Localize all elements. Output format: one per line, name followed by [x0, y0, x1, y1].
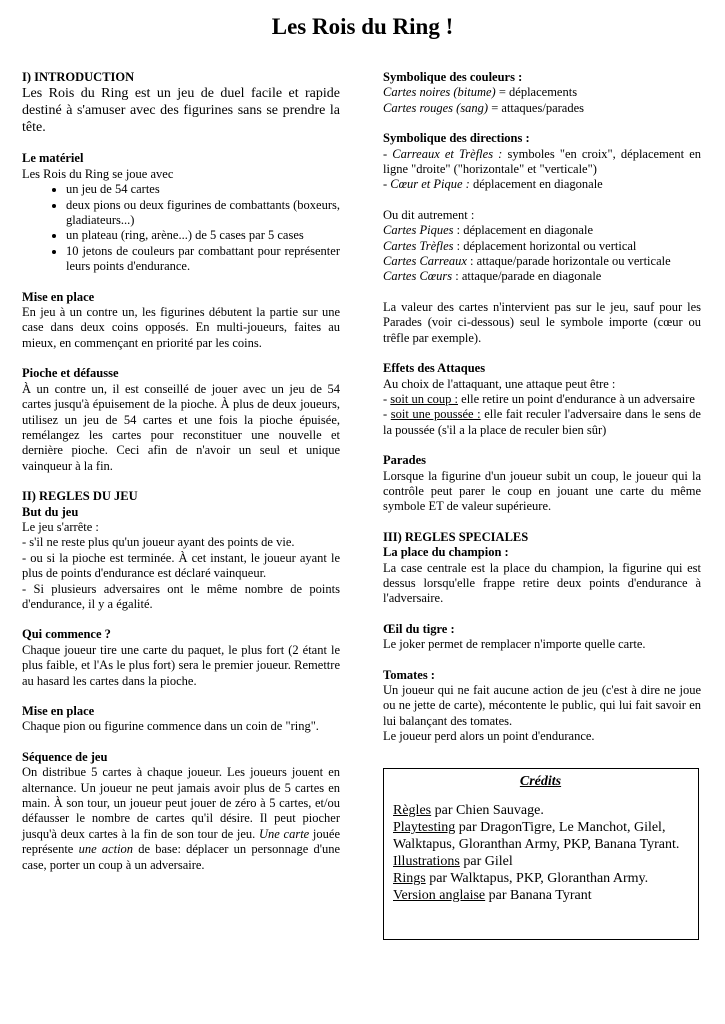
credits-row [393, 870, 688, 887]
couleurs-row [383, 101, 701, 116]
credits-term: Version anglaise [393, 888, 486, 903]
tigre-heading: Œil du tigre : [383, 621, 455, 636]
effets-lead: Au choix de l'attaquant, une attaque peut être : [383, 376, 616, 391]
qui-commence-heading: Qui commence ? [22, 627, 111, 642]
introduction-text: Les Rois du Ring est un jeu de duel facile et rapide destiné à s'amuser avec des figurines sans se prendre la tête. [22, 86, 340, 136]
credits-term: Illustrations [393, 854, 460, 869]
autrement-desc: : déplacement horizontal ou vertical [453, 238, 637, 253]
directions-row [383, 177, 701, 192]
credits-row [393, 819, 688, 853]
regles-line: - s'il ne reste plus qu'un joueur ayant des points de vie. [22, 535, 295, 550]
valeur-text: La valeur des cartes n'intervient pas sur le jeu, sauf pour les Parades (voir ci-dessous) seul le symbole importe (cœur ou trêfle par exemple). [383, 299, 701, 345]
credits-desc: par DragonTigre, Le Manchot, Gilel, Walktapus, Gloranthan Army, PKP, Banana Tyrant. [393, 820, 680, 852]
sequence-text [22, 765, 340, 873]
couleurs-heading: Symbolique des couleurs : [383, 70, 523, 84]
directions-term: Carreaux et Trèfles : [392, 146, 503, 161]
tomates-section [383, 668, 701, 745]
autrement-row [383, 254, 701, 269]
mise-en-place-2-section [22, 704, 340, 735]
autrement-desc: : déplacement en diagonale [453, 223, 594, 238]
champion-heading: La place du champion : [383, 545, 509, 560]
credits-desc: par Chien Sauvage. [431, 803, 544, 818]
credits-desc: par Gilel [459, 854, 513, 869]
pioche-section [22, 366, 340, 474]
effets-desc: elle fait reculer l'adversaire dans le sens de la poussée (s'il a la place de reculer bien sûr) [383, 407, 701, 437]
right-column [383, 70, 701, 760]
directions-desc: symboles "en croix", déplacement en ligne "droite" ("horizontale" et "verticale") [383, 146, 701, 177]
autrement-row [383, 239, 701, 254]
credits-row [393, 802, 688, 819]
parades-text: Lorsque la figurine d'un joueur subit un coup, le joueur qui la contrôle peut parer le coup en jouant une carte du même symbole ET de valeur supérieure. [383, 468, 701, 514]
directions-row [383, 147, 701, 178]
couleurs-desc: = déplacements [495, 85, 578, 100]
credits-row [393, 887, 688, 904]
credits-desc: par Walktapus, PKP, Gloranthan Army. [425, 871, 649, 886]
list-item: • un plateau (ring, arène...) de 5 cases par 5 cases [66, 228, 340, 243]
mise-en-place-section [22, 290, 340, 352]
tomates-text: Un joueur qui ne fait aucune action de jeu (c'est à dire ne joue ou ne jette de carte), mécontente le public, qui lui fait savoir en lui balançant des tomates. [383, 683, 701, 728]
parades-section [383, 453, 701, 515]
effets-row [383, 392, 701, 407]
autrement-term: Cartes Cœurs [383, 269, 453, 284]
introduction-section [22, 70, 340, 136]
speciales-heading: III) REGLES SPECIALES [383, 529, 529, 544]
effets-term: soit un coup : [390, 391, 459, 406]
regles-line: - ou si la pioche est terminée. À cet instant, le joueur ayant le plus de points d'endurance est déclaré vainqueur. [22, 550, 340, 581]
sequence-italic-1: Une carte [259, 826, 310, 841]
list-item: • 10 jetons de couleurs par combattant pour représenter leurs points d'endurance. [66, 244, 340, 275]
materiel-lead: Les Rois du Ring se joue avec [22, 166, 174, 181]
effets-prefix: - [383, 391, 391, 406]
autrement-row [383, 269, 701, 284]
mise-en-place-text: En jeu à un contre un, les figurines débutent la partie sur une case dans deux coins opposés. En multi-joueurs, faites au mieux, en commençant en priorité par les coins. [22, 305, 340, 350]
speciales-section [383, 530, 701, 607]
tomates-text-2: Le joueur perd alors un point d'endurance. [383, 729, 595, 744]
pioche-heading: Pioche et défausse [22, 366, 119, 381]
but-du-jeu-heading: But du jeu [22, 504, 79, 519]
parades-heading: Parades [383, 453, 427, 468]
pioche-text: À un contre un, il est conseillé de jouer avec un jeu de 54 cartes jusqu'à épuisement de la pioche. À plus de deux joueurs, utilisez un jeu de 54 cartes et une fois la pioche épuisée, remélangez les cartes pour reconstituer une nouvelle et dernière pioche. Ceci afin de n'avoir un seul et unique vainqueur à la fin. [22, 381, 340, 473]
effets-prefix: - [383, 407, 391, 422]
regles-heading: II) REGLES DU JEU [22, 489, 138, 504]
materiel-heading: Le matériel [22, 151, 84, 166]
qui-commence-text: Chaque joueur tire une carte du paquet, le plus fort (2 étant le plus faible, et l'As le plus fort) sera le premier joueur. Remettre au hasard les cartes dans la pioche. [22, 642, 340, 688]
credits-term: Règles [393, 803, 432, 818]
tigre-section [383, 622, 701, 653]
autrement-row [383, 223, 701, 238]
effets-desc: elle retire un point d'endurance à un adversaire [458, 391, 695, 406]
directions-heading: Symbolique des directions : [383, 131, 530, 146]
directions-prefix: - [383, 146, 393, 161]
autrement-desc: : attaque/parade en diagonale [452, 269, 602, 284]
tigre-text: Le joker permet de remplacer n'importe quelle carte. [383, 637, 646, 652]
page-title: Les Rois du Ring ! [271, 14, 454, 39]
tomates-heading: Tomates : [383, 667, 435, 682]
sequence-text-main: On distribue 5 cartes à chaque joueur. Les joueurs jouent en alternance. Un joueur ne peut jamais avoir plus de 5 cartes en main. À son tour, un joueur peut jouer de zéro à 5 cartes, et/ou défausser le nombre de cartes qu'il désire. Il peut piocher jusqu'à deux cartes à la fin de son tour de jeu. [22, 765, 340, 841]
directions-desc: déplacement en diagonale [469, 177, 603, 192]
autrement-lead: Ou dit autrement : [383, 207, 475, 222]
sequence-section [22, 750, 340, 873]
regles-section [22, 489, 340, 612]
regles-line: - Si plusieurs adversaires ont le même nombre de points d'endurance, il y a égalité. [22, 581, 340, 611]
effets-row [383, 407, 701, 438]
mise-en-place-heading: Mise en place [22, 289, 95, 304]
autrement-term: Cartes Trèfles [383, 238, 454, 253]
directions-prefix: - [383, 177, 391, 192]
credits-term: Rings [393, 871, 426, 886]
autrement-section [383, 208, 701, 285]
materiel-section [22, 151, 340, 274]
credits-term: Playtesting [393, 820, 456, 835]
sequence-italic-2: une action [78, 842, 134, 857]
mise-en-place-2-heading: Mise en place [22, 704, 95, 718]
sequence-mid: jouée représente [22, 826, 340, 857]
sequence-heading: Séquence de jeu [22, 749, 108, 764]
valeur-section [383, 300, 701, 346]
introduction-heading: I) INTRODUCTION [22, 70, 135, 84]
qui-commence-section [22, 627, 340, 689]
autrement-term: Cartes Piques [383, 223, 454, 238]
regles-line: Le jeu s'arrête : [22, 519, 99, 534]
couleurs-desc: = attaques/parades [488, 100, 584, 115]
sequence-end: de base: déplacer un personnage d'une case, porter un coup à un adversaire. [22, 842, 341, 872]
mise-en-place-2-text: Chaque pion ou figurine commence dans un coin de "ring". [22, 719, 319, 734]
autrement-desc: : attaque/parade horizontale ou verticale [466, 254, 671, 269]
directions-term: Cœur et Pique : [390, 177, 470, 192]
champion-text: La case centrale est la place du champion, la figurine qui est dessus lorsqu'elle frappe retire deux points d'endurance à l'adversaire. [383, 560, 701, 606]
materiel-list [22, 182, 340, 274]
effets-term: soit une poussée : [390, 407, 481, 422]
effets-section [383, 361, 701, 438]
credits-box [383, 768, 699, 940]
couleurs-row [383, 85, 701, 100]
list-item: • un jeu de 54 cartes [66, 182, 340, 197]
effets-heading: Effets des Attaques [383, 361, 486, 376]
credits-desc: par Banana Tyrant [485, 888, 592, 903]
credits-heading: Crédits [519, 774, 562, 789]
autrement-term: Cartes Carreaux [383, 254, 467, 269]
couleurs-section [383, 70, 701, 116]
directions-section [383, 131, 701, 193]
credits-row [393, 853, 688, 870]
couleurs-term: Cartes rouges (sang) [383, 100, 489, 115]
list-item: • deux pions ou deux figurines de combattants (boxeurs, gladiateurs...) [66, 198, 340, 229]
left-column [22, 70, 340, 888]
couleurs-term: Cartes noires (bitume) [383, 85, 496, 100]
